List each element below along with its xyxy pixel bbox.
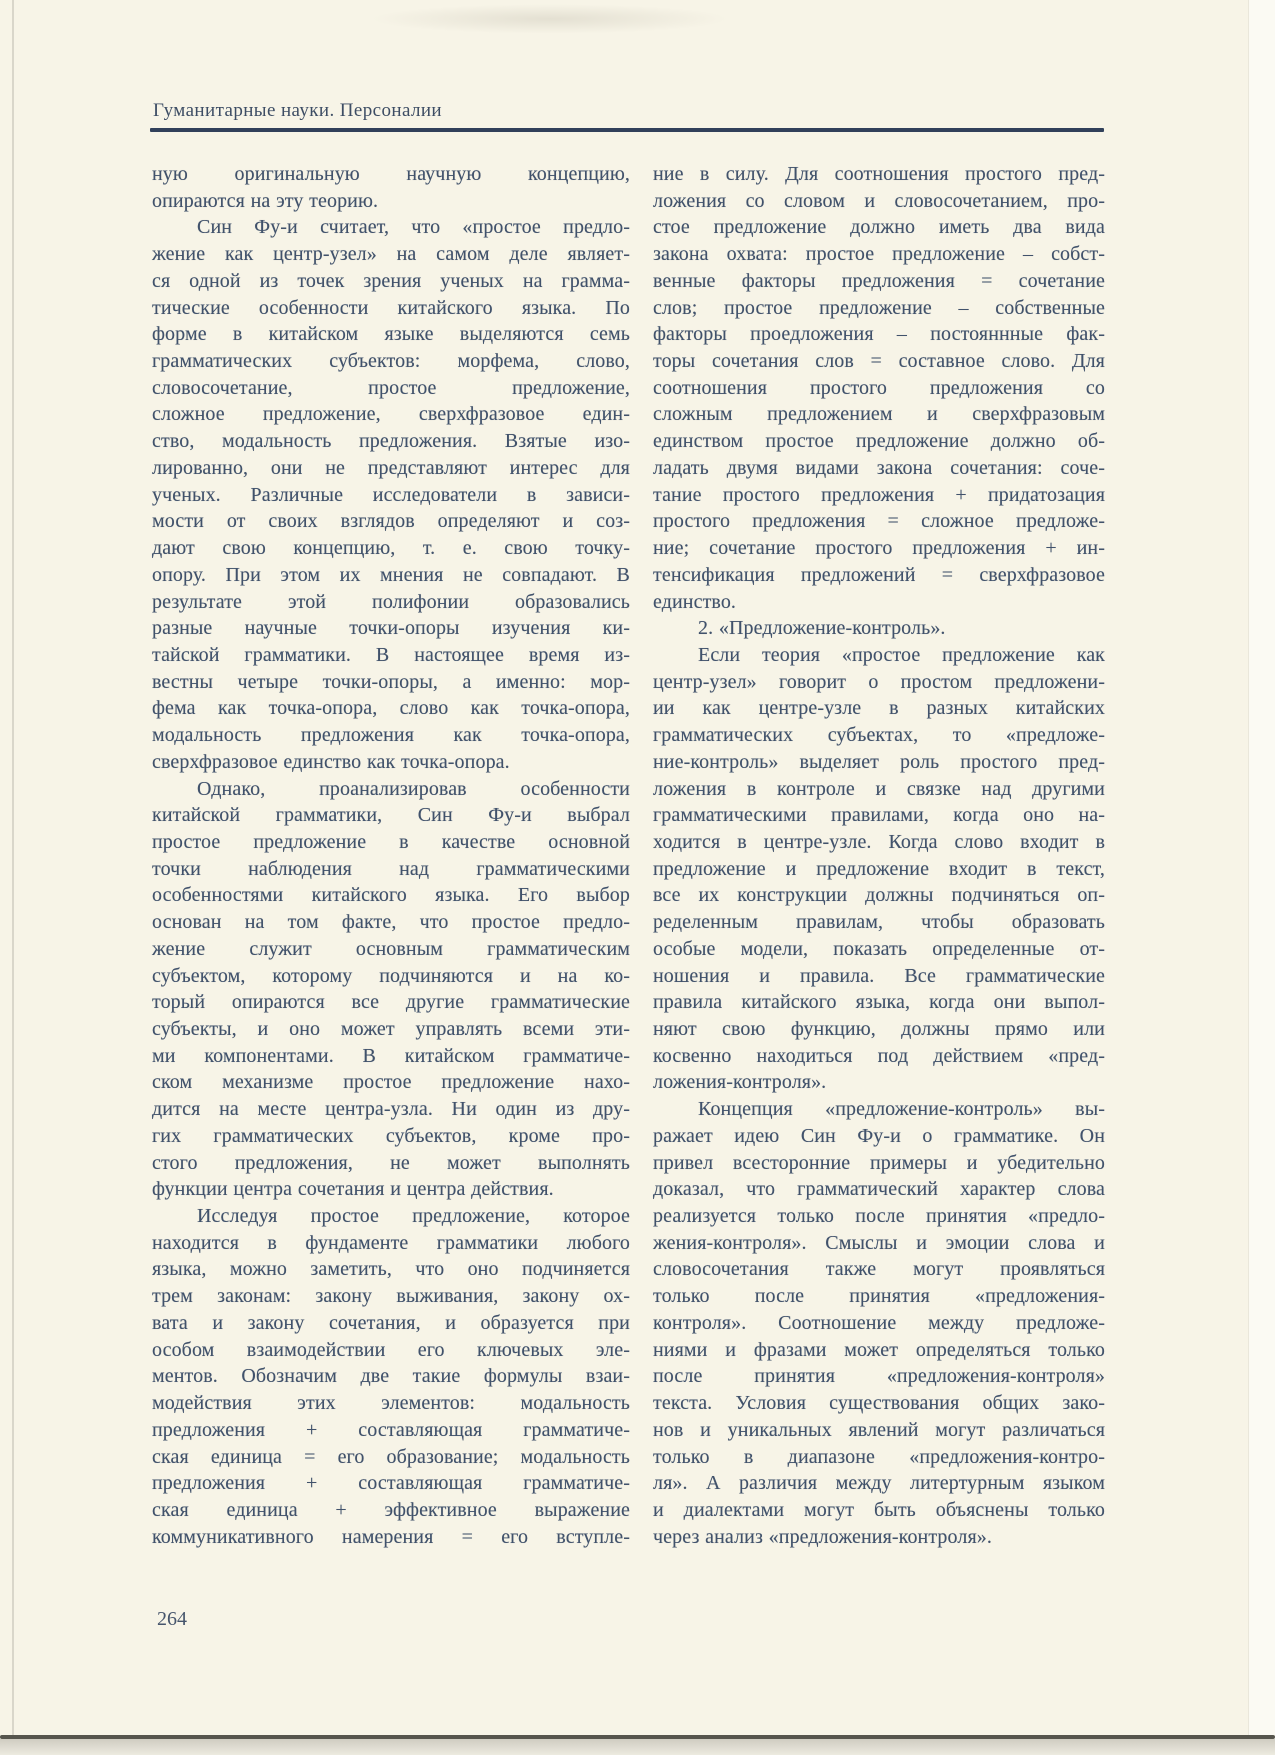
text-line: опираются на эту теорию. — [152, 189, 379, 212]
text-line: ся одной из точек зрения ученых на грамма- — [152, 269, 630, 292]
text-line: доказал, что грамматический характер слова — [653, 1178, 1105, 1201]
text-line: сверхфразовое единство как точка-опора. — [152, 750, 510, 773]
text-line: форме в китайском языке выделяются семь — [152, 323, 630, 346]
text-line: единство. — [653, 590, 737, 613]
text-line: привел всесторонние примеры и убедительно — [653, 1151, 1105, 1174]
text-line: ладать двумя видами закона сочетания: соче- — [653, 456, 1105, 479]
text-line: тенсификация предложений = сверхфразовое — [653, 563, 1105, 586]
text-line: грамматических субъектах, то «предложе- — [653, 724, 1105, 747]
scan-edge-left — [12, 0, 14, 1738]
text-line: результате этой полифонии образовались — [152, 590, 630, 613]
page-number: 264 — [157, 1608, 187, 1630]
text-line: ние; сочетание простого предложения + ин- — [653, 537, 1105, 560]
text-line: основан на том факте, что простое предло- — [152, 911, 630, 934]
text-line: простое предложение в качестве основной — [152, 830, 630, 853]
text-line: разные научные точки-опоры изучения ки- — [152, 617, 630, 640]
text-line: венные факторы предложения = сочетание — [653, 269, 1105, 292]
text-line: закона охвата: простое предложение – собст- — [653, 243, 1105, 266]
text-line: стое предложение должно иметь два вида — [653, 216, 1105, 239]
text-line: предложение и предложение входит в текст, — [653, 857, 1105, 880]
text-line: центр-узел» говорит о простом предложени- — [653, 670, 1105, 693]
text-line: факторы проедложения – постояннные фак- — [653, 323, 1105, 346]
text-line: нов и уникальных явлений могут различаться — [653, 1418, 1105, 1441]
text-line: жения-контроля». Смыслы и эмоции слова и — [653, 1231, 1105, 1254]
text-line: контроля». Соотношение между предложе- — [653, 1311, 1105, 1334]
text-line: особые модели, показать определенные от- — [653, 937, 1105, 960]
text-line: сложным предложением и сверхфразовым — [653, 403, 1105, 426]
text-line: только после принятия «предложения- — [653, 1285, 1105, 1308]
text-line: правила китайского языка, когда они выпол- — [653, 991, 1105, 1014]
text-line: субъектом, которому подчиняются и на ко- — [152, 964, 630, 987]
text-line: Исследуя простое предложение, которое — [197, 1205, 630, 1228]
text-line: модействия этих элементов: модальность — [152, 1392, 630, 1415]
running-header: Гуманитарные науки. Персоналии — [153, 100, 442, 121]
text-line: ложения в контроле и связке над другими — [653, 777, 1105, 800]
text-line: ии как центре-узле в разных китайских — [653, 697, 1105, 720]
text-line: дится на месте центра-узла. Ни один из дру- — [152, 1098, 630, 1121]
scan-edge-bottom-shadow — [0, 1739, 1275, 1755]
text-line: реализуется только после принятия «предло- — [653, 1205, 1105, 1228]
text-line: словосочетания также могут проявляться — [653, 1258, 1105, 1281]
column-right — [653, 161, 1105, 1550]
text-line: грамматическими правилами, когда оно на- — [653, 804, 1105, 827]
text-line: ском механизме простое предложение нахо- — [152, 1071, 630, 1094]
header-rule — [150, 128, 1104, 132]
text-line: особенностями китайского языка. Его выбор — [152, 884, 630, 907]
text-line: тические особенности китайского языка. По — [152, 296, 630, 319]
text-line: текста. Условия существования общих зако- — [653, 1392, 1105, 1415]
text-line: ние в силу. Для соотношения простого пред- — [653, 163, 1105, 185]
text-line: языка, можно заметить, что оно подчиняется — [152, 1258, 630, 1281]
text-line: тание простого предложения + придатозация — [653, 483, 1105, 506]
text-line: ниями и фразами может определяться только — [653, 1338, 1105, 1361]
text-line: опору. При этом их мнения не совпадают. В — [152, 563, 630, 586]
text-line: ражает идею Син Фу-и о грамматике. Он — [653, 1124, 1105, 1147]
text-line: 2. «Предложение-контроль». — [698, 617, 946, 640]
text-line: Син Фу-и считает, что «простое предло- — [197, 216, 630, 239]
text-line: ученых. Различные исследователи в зависи- — [152, 483, 630, 506]
text-line: ми компонентами. В китайском грамматиче- — [152, 1044, 630, 1067]
text-line: и диалектами могут быть объяснены только — [653, 1498, 1105, 1521]
text-line: гих грамматических субъектов, кроме про- — [152, 1124, 630, 1147]
text-line: словосочетание, простое предложение, — [152, 376, 630, 399]
text-line: предложения + составляющая грамматиче- — [152, 1418, 630, 1441]
text-line: ложения со словом и словосочетанием, про- — [653, 189, 1105, 212]
scan-edge-right — [1248, 0, 1275, 1735]
text-line: дают свою концепцию, т. е. свою точку- — [152, 537, 630, 560]
text-line: фема как точка-опора, слово как точка-опора, — [152, 697, 630, 720]
text-line: слов; простое предложение – собственные — [653, 296, 1105, 319]
text-line: сложное предложение, сверхфразовое един- — [152, 403, 630, 426]
text-line: жение как центр-узел» на самом деле являет- — [152, 243, 630, 266]
text-line: ская единица + эффективное выражение — [152, 1498, 630, 1521]
text-line: ство, модальность предложения. Взятые изо- — [152, 430, 630, 453]
text-line: после принятия «предложения-контроля» — [653, 1365, 1105, 1388]
text-line: через анализ «предложения-контроля». — [653, 1525, 992, 1548]
text-line: ношения и правила. Все грамматические — [653, 964, 1105, 987]
text-line: предложения + составляющая грамматиче- — [152, 1472, 630, 1495]
text-line: ская единица = его образование; модальность — [152, 1445, 630, 1468]
text-line: Концепция «предложение-контроль» вы- — [698, 1098, 1105, 1121]
text-line: торы сочетания слов = составное слово. Для — [653, 350, 1105, 373]
text-line: лированно, они не представляют интерес для — [152, 456, 630, 479]
text-line: косвенно находиться под действием «пред- — [653, 1044, 1105, 1067]
scan-smudge — [370, 4, 730, 34]
text-line: только в диапазоне «предложения-контро- — [653, 1445, 1105, 1468]
text-line: ную оригинальную научную концепцию, — [152, 163, 630, 185]
text-line: вата и закону сочетания, и образуется при — [152, 1311, 630, 1334]
text-line: все их конструкции должны подчиняться оп- — [653, 884, 1105, 907]
text-line: точки наблюдения над грамматическими — [152, 857, 630, 880]
text-line: грамматических субъектов: морфема, слово, — [152, 350, 630, 373]
text-line: Если теория «простое предложение как — [698, 643, 1105, 666]
text-line: тайской грамматики. В настоящее время из- — [152, 643, 630, 666]
text-line: Однако, проанализировав особенности — [197, 777, 630, 800]
text-line: мости от своих взглядов определяют и соз- — [152, 510, 630, 533]
text-line: стого предложения, не может выполнять — [152, 1151, 630, 1174]
text-line: ние-контроль» выделяет роль простого пред- — [653, 750, 1105, 773]
text-line: торый опираются все другие грамматические — [152, 991, 630, 1014]
text-line: простого предложения = сложное предложе- — [653, 510, 1105, 533]
text-line: ходится в центре-узле. Когда слово входит в — [653, 830, 1105, 853]
column-left — [152, 161, 630, 1550]
text-line: няют свою функцию, должны прямо или — [653, 1018, 1105, 1040]
text-line: ределенным правилам, чтобы образовать — [653, 911, 1105, 934]
text-line: ложения-контроля». — [653, 1071, 827, 1094]
text-line: субъекты, и оно может управлять всеми эти- — [152, 1018, 630, 1040]
text-line: единством простое предложение должно об- — [653, 430, 1105, 453]
text-line: китайской грамматики, Син Фу-и выбрал — [152, 804, 630, 827]
text-line: коммуникативного намерения = его вступле- — [152, 1525, 630, 1548]
text-line: находится в фундаменте грамматики любого — [152, 1231, 630, 1254]
text-line: функции центра сочетания и центра действия. — [152, 1178, 554, 1201]
text-line: жение служит основным грамматическим — [152, 937, 630, 960]
text-line: трем законам: закону выживания, закону ох- — [152, 1285, 630, 1308]
text-line: вестны четыре точки-опоры, а именно: мор- — [152, 670, 630, 693]
text-line: ментов. Обозначим две такие формулы взаи- — [152, 1365, 630, 1388]
text-line: ля». А различия между литертурным языком — [653, 1472, 1105, 1495]
text-line: модальность предложения как точка-опора, — [152, 724, 630, 747]
text-line: соотношения простого предложения со — [653, 376, 1105, 399]
text-line: особом взаимодействии его ключевых эле- — [152, 1338, 630, 1361]
